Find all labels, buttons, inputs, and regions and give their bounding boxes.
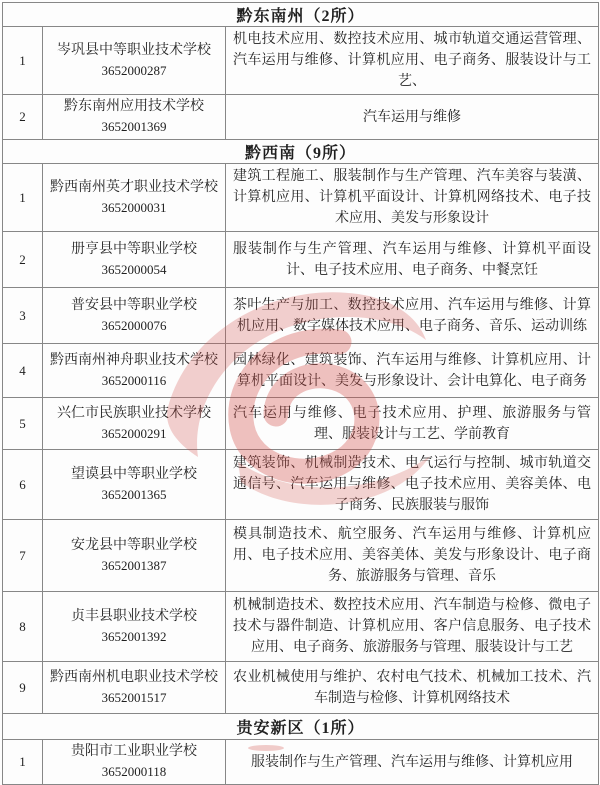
row-number: 2 [3,95,43,140]
programs-cell: 建筑装饰、机械制造技术、电气运行与控制、城市轨道交通信号、汽车运用与维修、电子技术应用、美容美体、电子商务、民族服装与服饰 [226,450,599,520]
programs-cell: 汽车运用与维修 [226,95,599,140]
school-code: 3652001369 [101,119,167,134]
row-number: 1 [3,27,43,95]
section-header-row [3,140,599,164]
school-name: 贞丰县职业技术学校 [71,608,197,624]
school-name: 黔西南州机电职业技术学校 [50,669,218,685]
school-name: 兴仁市民族职业技术学校 [57,405,211,421]
programs-cell: 园林绿化、建筑装饰、汽车运用与维修、计算机应用、计算机平面设计、美发与形象设计、会计电算化、电子商务 [226,344,599,398]
table-row [3,740,599,785]
table-row [3,662,599,714]
programs-cell: 服装制作与生产管理、汽车运用与维修、计算机平面设计、电子技术应用、电子商务、中餐烹饪 [226,232,599,288]
row-number: 6 [3,450,43,520]
programs-cell: 机械制造技术、数控技术应用、汽车制造与检修、微电子技术与器件制造、计算机应用、客户信息服务、电子技术应用、电子商务、旅游服务与管理、服装设计与工艺 [226,592,599,662]
school-cell [43,164,226,232]
table-row [3,520,599,592]
row-number: 3 [3,288,43,344]
school-table-body [3,3,599,785]
school-name: 安龙县中等职业学校 [71,537,197,553]
programs-cell: 建筑工程施工、服装制作与生产管理、汽车美容与装潢、计算机应用、计算机平面设计、计算机网络技术、电子技术应用、美发与形象设计 [226,164,599,232]
programs-cell: 服装制作与生产管理、汽车运用与维修、计算机应用 [226,740,599,785]
school-cell [43,592,226,662]
school-cell [43,27,226,95]
table-row [3,288,599,344]
section-header-row [3,3,599,27]
section-title: 黔西南（9所） [3,140,599,164]
school-code: 3652000076 [101,317,167,333]
school-cell [43,232,226,288]
row-number: 2 [3,232,43,288]
school-code: 3652000291 [101,425,167,441]
section-header-row [3,714,599,740]
programs-cell: 茶叶生产与加工、数控技术应用、汽车运用与维修、计算机应用、数字媒体技术应用、电子商务、音乐、运动训练 [226,288,599,344]
row-number: 4 [3,344,43,398]
school-code: 3652000054 [101,261,167,277]
school-code: 3652000116 [101,372,167,388]
section-title: 贵安新区（1所） [3,714,599,740]
school-code: 3652000287 [101,62,167,78]
school-name: 册亨县中等职业学校 [71,241,197,257]
school-name: 岑巩县中等职业技术学校 [57,42,211,58]
school-cell [43,662,226,714]
table-row [3,232,599,288]
school-code: 3652001387 [101,557,167,573]
school-name: 黔东南州应用技术学校 [64,99,204,114]
school-name: 黔西南州英才职业技术学校 [50,179,218,195]
school-name: 贵阳市工业职业学校 [71,744,197,759]
school-cell [43,740,226,785]
table-row [3,95,599,140]
programs-cell: 模具制造技术、航空服务、汽车运用与维修、计算机应用、电子技术应用、美容美体、美发与形象设计、电子商务、旅游服务与管理、音乐 [226,520,599,592]
table-row [3,164,599,232]
school-cell [43,450,226,520]
table-row [3,398,599,450]
school-name: 普安县中等职业学校 [71,297,197,313]
programs-cell: 汽车运用与维修、电子技术应用、护理、旅游服务与管理、服装设计与工艺、学前教育 [226,398,599,450]
row-number: 7 [3,520,43,592]
school-code: 3652001365 [101,486,167,502]
row-number: 1 [3,164,43,232]
school-cell [43,288,226,344]
school-name: 望谟县中等职业学校 [71,466,197,482]
school-cell [43,520,226,592]
school-cell [43,344,226,398]
section-title: 黔东南州（2所） [3,3,599,27]
school-code: 3652000031 [101,199,167,215]
school-code: 3652001392 [101,628,167,644]
school-cell [43,398,226,450]
school-name: 黔西南州神舟职业技术学校 [50,352,218,368]
school-table [2,2,599,785]
table-row [3,450,599,520]
table-row [3,344,599,398]
school-code: 3652001517 [101,689,167,705]
row-number: 5 [3,398,43,450]
table-row [3,592,599,662]
programs-cell: 机电技术应用、数控技术应用、城市轨道交通运营管理、汽车运用与维修、计算机应用、电子商务、服装设计与工艺、 [226,27,599,95]
table-row [3,27,599,95]
row-number: 8 [3,592,43,662]
school-cell [43,95,226,140]
row-number: 9 [3,662,43,714]
programs-cell: 农业机械使用与维护、农村电气技术、机械加工技术、汽车制造与检修、计算机网络技术 [226,662,599,714]
row-number: 1 [3,740,43,785]
school-code: 3652000118 [101,764,167,779]
